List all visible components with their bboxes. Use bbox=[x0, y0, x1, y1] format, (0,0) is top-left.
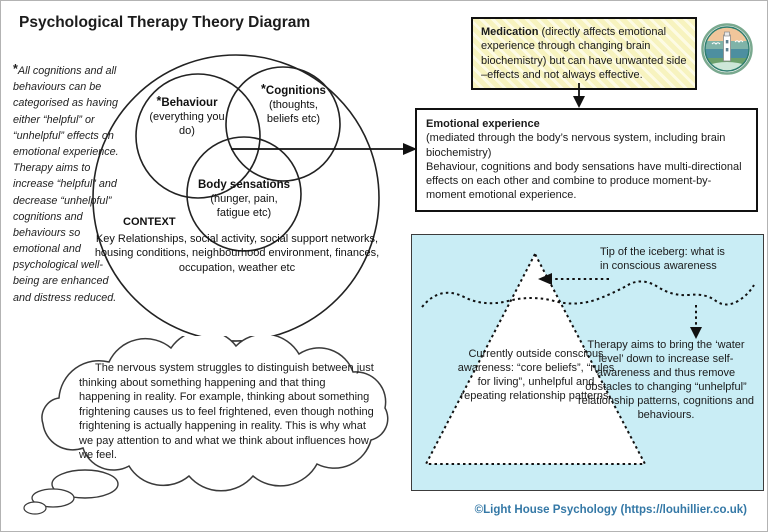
medication-lead: Medication bbox=[481, 26, 539, 38]
thought-bubble-small bbox=[24, 502, 46, 514]
emotional-line2: Behaviour, cognitions and body sensations have multi-directional effects on each other and combine to produce moment-by-moment emotional experience. bbox=[426, 160, 742, 202]
emotional-experience-box bbox=[415, 108, 758, 212]
context-text: Key Relationships, social activity, social support networks, housing conditions, neighbourhood environment, finances, occupation, weather etc bbox=[94, 233, 380, 274]
iceberg-panel bbox=[411, 234, 764, 491]
page-title: Psychological Therapy Theory Diagram bbox=[19, 14, 311, 31]
therapy-aim-label: Therapy aims to bring the ‘water level’ down to increase self-awareness and thus remove obstacles to changing “unhelpful” relationship patterns, cognitions and behaviours. bbox=[577, 339, 755, 422]
water-level-line bbox=[422, 281, 754, 307]
tip-of-iceberg-label: Tip of the iceberg: what is in conscious awareness bbox=[600, 246, 725, 273]
cloud-text: The nervous system struggles to distinguish between just thinking about something happening and that thing happening in reality. For example, thinking about something frightening causes us to feel frightened, even though nothing frightening is actually happening in reality. This is why what we pay attention to and what we think about influences how we feel. bbox=[79, 362, 374, 462]
medication-box bbox=[471, 17, 697, 90]
context-title: CONTEXT bbox=[123, 216, 176, 228]
lighthouse-logo-icon bbox=[700, 22, 754, 76]
copyright-text: ©Light House Psychology (https://louhillier.co.uk) bbox=[474, 504, 747, 516]
cognitions-label: *Cognitions (thoughts, beliefs etc) bbox=[261, 82, 326, 125]
body-sensations-label: Body sensations (hunger, pain, fatigue etc) bbox=[197, 179, 291, 219]
footnote-text: *All cognitions and all behaviours can be categorised as having either “helpful” or “unhelpful” effects on emotional experience. Therapy aims to increase “helpful” and decrease “unhelpful” cognitions and behaviours so emotional and psychological well-being are enhanced and distress reduced. bbox=[13, 62, 119, 304]
outside-awareness-label: Currently outside conscious awareness: “core beliefs”, “rules for living”, unhelpful and repeating relationship patterns. bbox=[457, 348, 615, 403]
asterisk: * bbox=[13, 62, 18, 76]
medication-text: (directly affects emotional experience through changing brain biochemistry) but can have unwanted side –effects and not always effective. bbox=[481, 26, 687, 81]
emotional-line1: (mediated through the body’s nervous system, including brain biochemistry) bbox=[426, 132, 726, 159]
emotional-title: Emotional experience bbox=[426, 118, 540, 130]
arrow-medication-to-emotional bbox=[571, 83, 587, 109]
behaviour-label: *Behaviour (everything you do) bbox=[149, 94, 225, 137]
arrow-venn-to-emotional bbox=[231, 141, 419, 157]
